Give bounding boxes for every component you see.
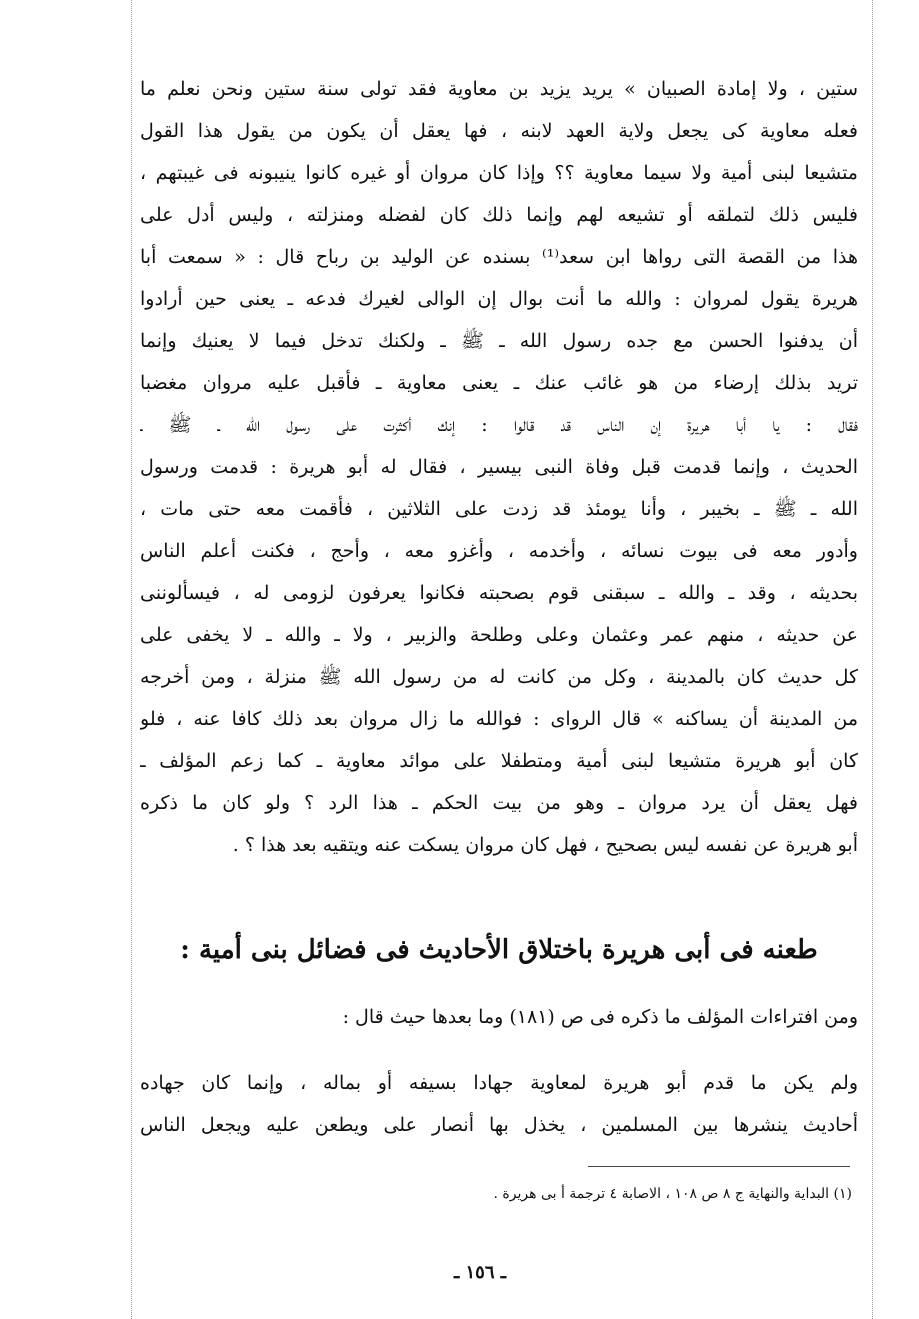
intro-paragraph xyxy=(140,996,858,1038)
body-line: أبو هريرة عن نفسه ليس بصحيح ، فهل كان مروان يسكت عنه ويتقيه بعد هذا ؟ . xyxy=(232,834,858,856)
body-line: هذا من القصة التى رواها ابن سعد⁽¹⁾ بسنده عن الوليد بن رباح قال : « سمعت أبا xyxy=(140,246,858,268)
body-line: تريد بذلك إرضاء من هو غائب عنك ـ يعنى معاوية ـ فأقبل عليه مروان مغضبا xyxy=(140,372,858,394)
scan-guide-line-right xyxy=(872,0,873,1319)
body-line: فهل يعقل أن يرد مروان ـ وهو من بيت الحكم ـ هذا الرد ؟ ولو كان ما ذكره xyxy=(140,792,858,814)
body-line: هريرة يقول لمروان : والله ما أنت بوال إن الوالى لغيرك فدعه ـ يعنى حين أرادوا xyxy=(140,288,858,310)
body-line: كان أبو هريرة متشيعا لبنى أمية ومتطفلا على موائد معاوية ـ كما زعم المؤلف ـ xyxy=(140,750,858,772)
body-line: ولم يكن ما قدم أبو هريرة لمعاوية جهادا بسيفه أو بماله ، وإنما كان جهاده xyxy=(140,1072,858,1094)
scan-guide-line-left xyxy=(131,0,132,1319)
body-line: فليس ذلك لتملقه أو تشيعه لهم وإنما ذلك كان لفضله ومنزلته ، وليس أدل على xyxy=(140,204,858,226)
body-line: عن حديثه ، منهم عمر وعثمان وعلى وطلحة والزبير ، ولا ـ والله ـ لا يخفى على xyxy=(140,624,858,646)
quoted-paragraph xyxy=(140,1062,858,1146)
section-heading: طعنه فى أبى هريرة باختلاق الأحاديث فى فضائل بنى أمية : xyxy=(180,935,818,965)
footnote-divider xyxy=(588,1166,850,1167)
body-line: ومن افتراءات المؤلف ما ذكره فى ص (١٨١) وما بعدها حيث قال : xyxy=(342,1006,858,1028)
body-line: ستين ، ولا إمادة الصبيان » يريد يزيد بن معاوية فقد تولى سنة ستين ونحن نعلم ما xyxy=(140,78,858,100)
body-line: وأدور معه فى بيوت نسائه ، وأخدمه ، وأغزو معه ، وأحج ، فكنت أعلم الناس xyxy=(140,540,858,562)
body-line: فقال : يا أبا هريرة إن الناس قد قالوا : إنك أكثرت على رسول الله ـ ﷺ ـ xyxy=(140,414,858,436)
body-line: الله ـ ﷺ ـ بخيبر ، وأنا يومئذ قد زدت على الثلاثين ، فأقمت معه حتى مات ، xyxy=(140,498,858,520)
body-line: فعله معاوية كى يجعل ولاية العهد لابنه ، فها يعقل أن يكون من يقول هذا القول xyxy=(140,120,858,142)
body-line: متشيعا لبنى أمية ولا سيما معاوية ؟؟ وإذا كان مروان أو غيره كانوا ينيبونه فى غيبتهم ، xyxy=(140,162,858,184)
body-line: بحديثه ، وقد ـ والله ـ سبقنى قوم بصحبته فكانوا يعرفون لزومى له ، فيسألوننى xyxy=(140,582,858,604)
footnote: (١) البداية والنهاية ج ٨ ص ١٠٨ ، الاصابة ٤ ترجمة أ بى هريرة . xyxy=(493,1186,852,1202)
body-line: من المدينة أن يساكنه » قال الرواى : فوالله ما زال مروان بعد ذلك كافا عنه ، فلو xyxy=(140,708,858,730)
body-line: الحديث ، وإنما قدمت قبل وفاة النبى بيسير ، فقال له أبو هريرة : قدمت ورسول xyxy=(140,456,858,478)
body-line: كل حديث كان بالمدينة ، وكل من كانت له من رسول الله ﷺ منزلة ، ومن أخرجه xyxy=(140,666,858,688)
body-line: أحاديث ينشرها بين المسلمين ، يخذل بها أنصار على ويطعن عليه ويجعل الناس xyxy=(140,1114,858,1136)
body-line: أن يدفنوا الحسن مع جده رسول الله ـ ﷺ ـ ولكنك تدخل فيما لا يعنيك وإنما xyxy=(140,330,858,352)
page-number: ـ ١٥٦ ـ xyxy=(453,1262,507,1283)
main-paragraph xyxy=(140,68,858,866)
